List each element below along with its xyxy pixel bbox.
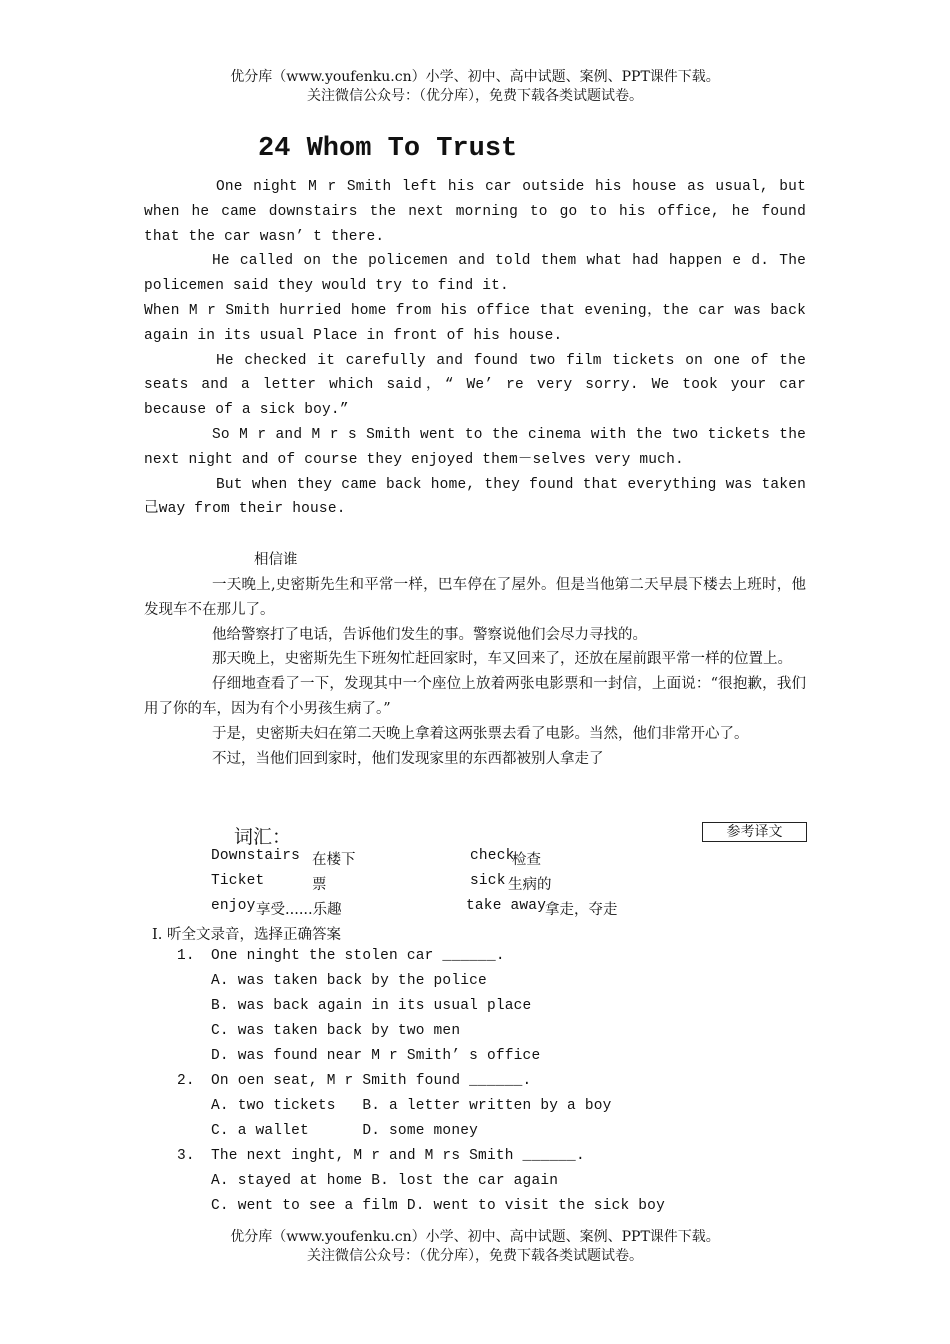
translation-paragraph-5: 于是，史密斯夫妇在第二天晚上拿着这两张票去看了电影。当然，他们非常开心了。 — [212, 725, 749, 742]
translation-paragraph-4: 仔细地查看了一下，发现其中一个座位上放着两张电影票和一封信，上面说：“很抱歉，我们用了你的车，因为有个小男孩生病了。” — [144, 676, 806, 717]
answer-option[interactable]: B. was back again in its usual place — [211, 998, 532, 1014]
vocab-meaning: 票 — [312, 877, 327, 893]
page-title: 24 Whom To Trust — [258, 134, 518, 164]
story-paragraph-6: But when they came back home, they found that everything was taken 己way from their house. — [144, 476, 806, 518]
vocab-word: check — [470, 848, 515, 864]
question-number: 2. — [177, 1073, 195, 1089]
vocab-word: Ticket — [211, 873, 265, 889]
exercise-heading: I. 听全文录音，选择正确答案 — [152, 927, 341, 943]
story-paragraph-5: So M r and M r s Smith went to the cinema with the two tickets the next night and of course they enjoyed them－selves very much. — [144, 426, 806, 468]
footer-line-1: 优分库（www.youfenku.cn）小学、初中、高中试题、案例、PPT课件下载。 — [230, 1229, 720, 1245]
header-line-2: 关注微信公众号：（优分库），免费下载各类试题试卷。 — [307, 88, 643, 104]
translation-title: 相信谁 — [254, 552, 298, 568]
answer-options-ab[interactable]: A. stayed at home B. lost the car again — [211, 1173, 559, 1189]
translation-paragraph-6: 不过，当他们回到家时，他们发现家里的东西都被别人拿走了 — [212, 750, 604, 767]
translation-paragraph-3: 那天晚上，史密斯先生下班匆忙赶回家时，车又回来了，还放在屋前跟平常一样的位置上。 — [212, 651, 792, 668]
story-text — [144, 175, 806, 522]
answer-option[interactable]: C. was taken back by two men — [211, 1023, 461, 1039]
answer-option[interactable]: D. was found near M r Smith’ s office — [211, 1048, 541, 1064]
vocab-meaning: 拿走，夺走 — [545, 902, 618, 918]
footer-line-2: 关注微信公众号：（优分库），免费下载各类试题试卷。 — [307, 1248, 643, 1264]
header-line-1: 优分库（www.youfenku.cn）小学、初中、高中试题、案例、PPT课件下载。 — [230, 69, 720, 85]
question-number: 3. — [177, 1148, 195, 1164]
translation-paragraph-1: 一天晚上,史密斯先生和平常一样，巴车停在了屋外。但是当他第二天早晨下楼去上班时，他发现车不在那儿了。 — [144, 577, 806, 618]
question-stem: On oen seat, M r Smith found ______. — [211, 1073, 532, 1089]
vocab-word: sick — [470, 873, 506, 889]
vocab-meaning: 享受......乐趣 — [256, 902, 342, 918]
answer-options-ab[interactable]: A. two tickets B. a letter written by a boy — [211, 1098, 612, 1114]
story-paragraph-4: He checked it carefully and found two film tickets on one of the seats and a letter which said，“ We’ re very sorry. We took your car because of a sick boy.” — [144, 352, 806, 419]
reference-translation-button[interactable]: 参考译文 — [702, 822, 807, 842]
story-paragraph-1: One night M r Smith left his car outside his house as usual, but when he came downstairs the next morning to go to his office, he found that the car wasn’ t there. — [144, 179, 806, 245]
story-paragraph-2: He called on the policemen and told them what had happen e d. The policemen said they would try to find it. — [144, 253, 806, 295]
vocab-word: take away — [466, 898, 547, 914]
question-stem: The next inght, M r and M rs Smith ______. — [211, 1148, 585, 1164]
answer-options-cd[interactable]: C. a wallet D. some money — [211, 1123, 479, 1139]
vocab-word: enjoy — [211, 898, 256, 914]
vocab-title: 词汇： — [234, 826, 292, 848]
vocab-meaning: 生病的 — [508, 877, 552, 893]
vocab-meaning: 检查 — [512, 852, 541, 868]
answer-option[interactable]: A. was taken back by the police — [211, 973, 487, 989]
question-stem: One ninght the stolen car ______. — [211, 948, 505, 964]
story-paragraph-3: When M r Smith hurried home from his office that evening，the car was back again in its usual Place in front of his house. — [144, 302, 806, 344]
answer-options-cd[interactable]: C. went to see a film D. went to visit the sick boy — [211, 1198, 665, 1214]
vocab-word: Downstairs — [211, 848, 301, 864]
translation-text — [144, 573, 806, 771]
question-number: 1. — [177, 948, 195, 964]
vocab-meaning: 在楼下 — [312, 852, 356, 868]
translation-paragraph-2: 他给警察打了电话，告诉他们发生的事。警察说他们会尽力寻找的。 — [212, 626, 647, 643]
